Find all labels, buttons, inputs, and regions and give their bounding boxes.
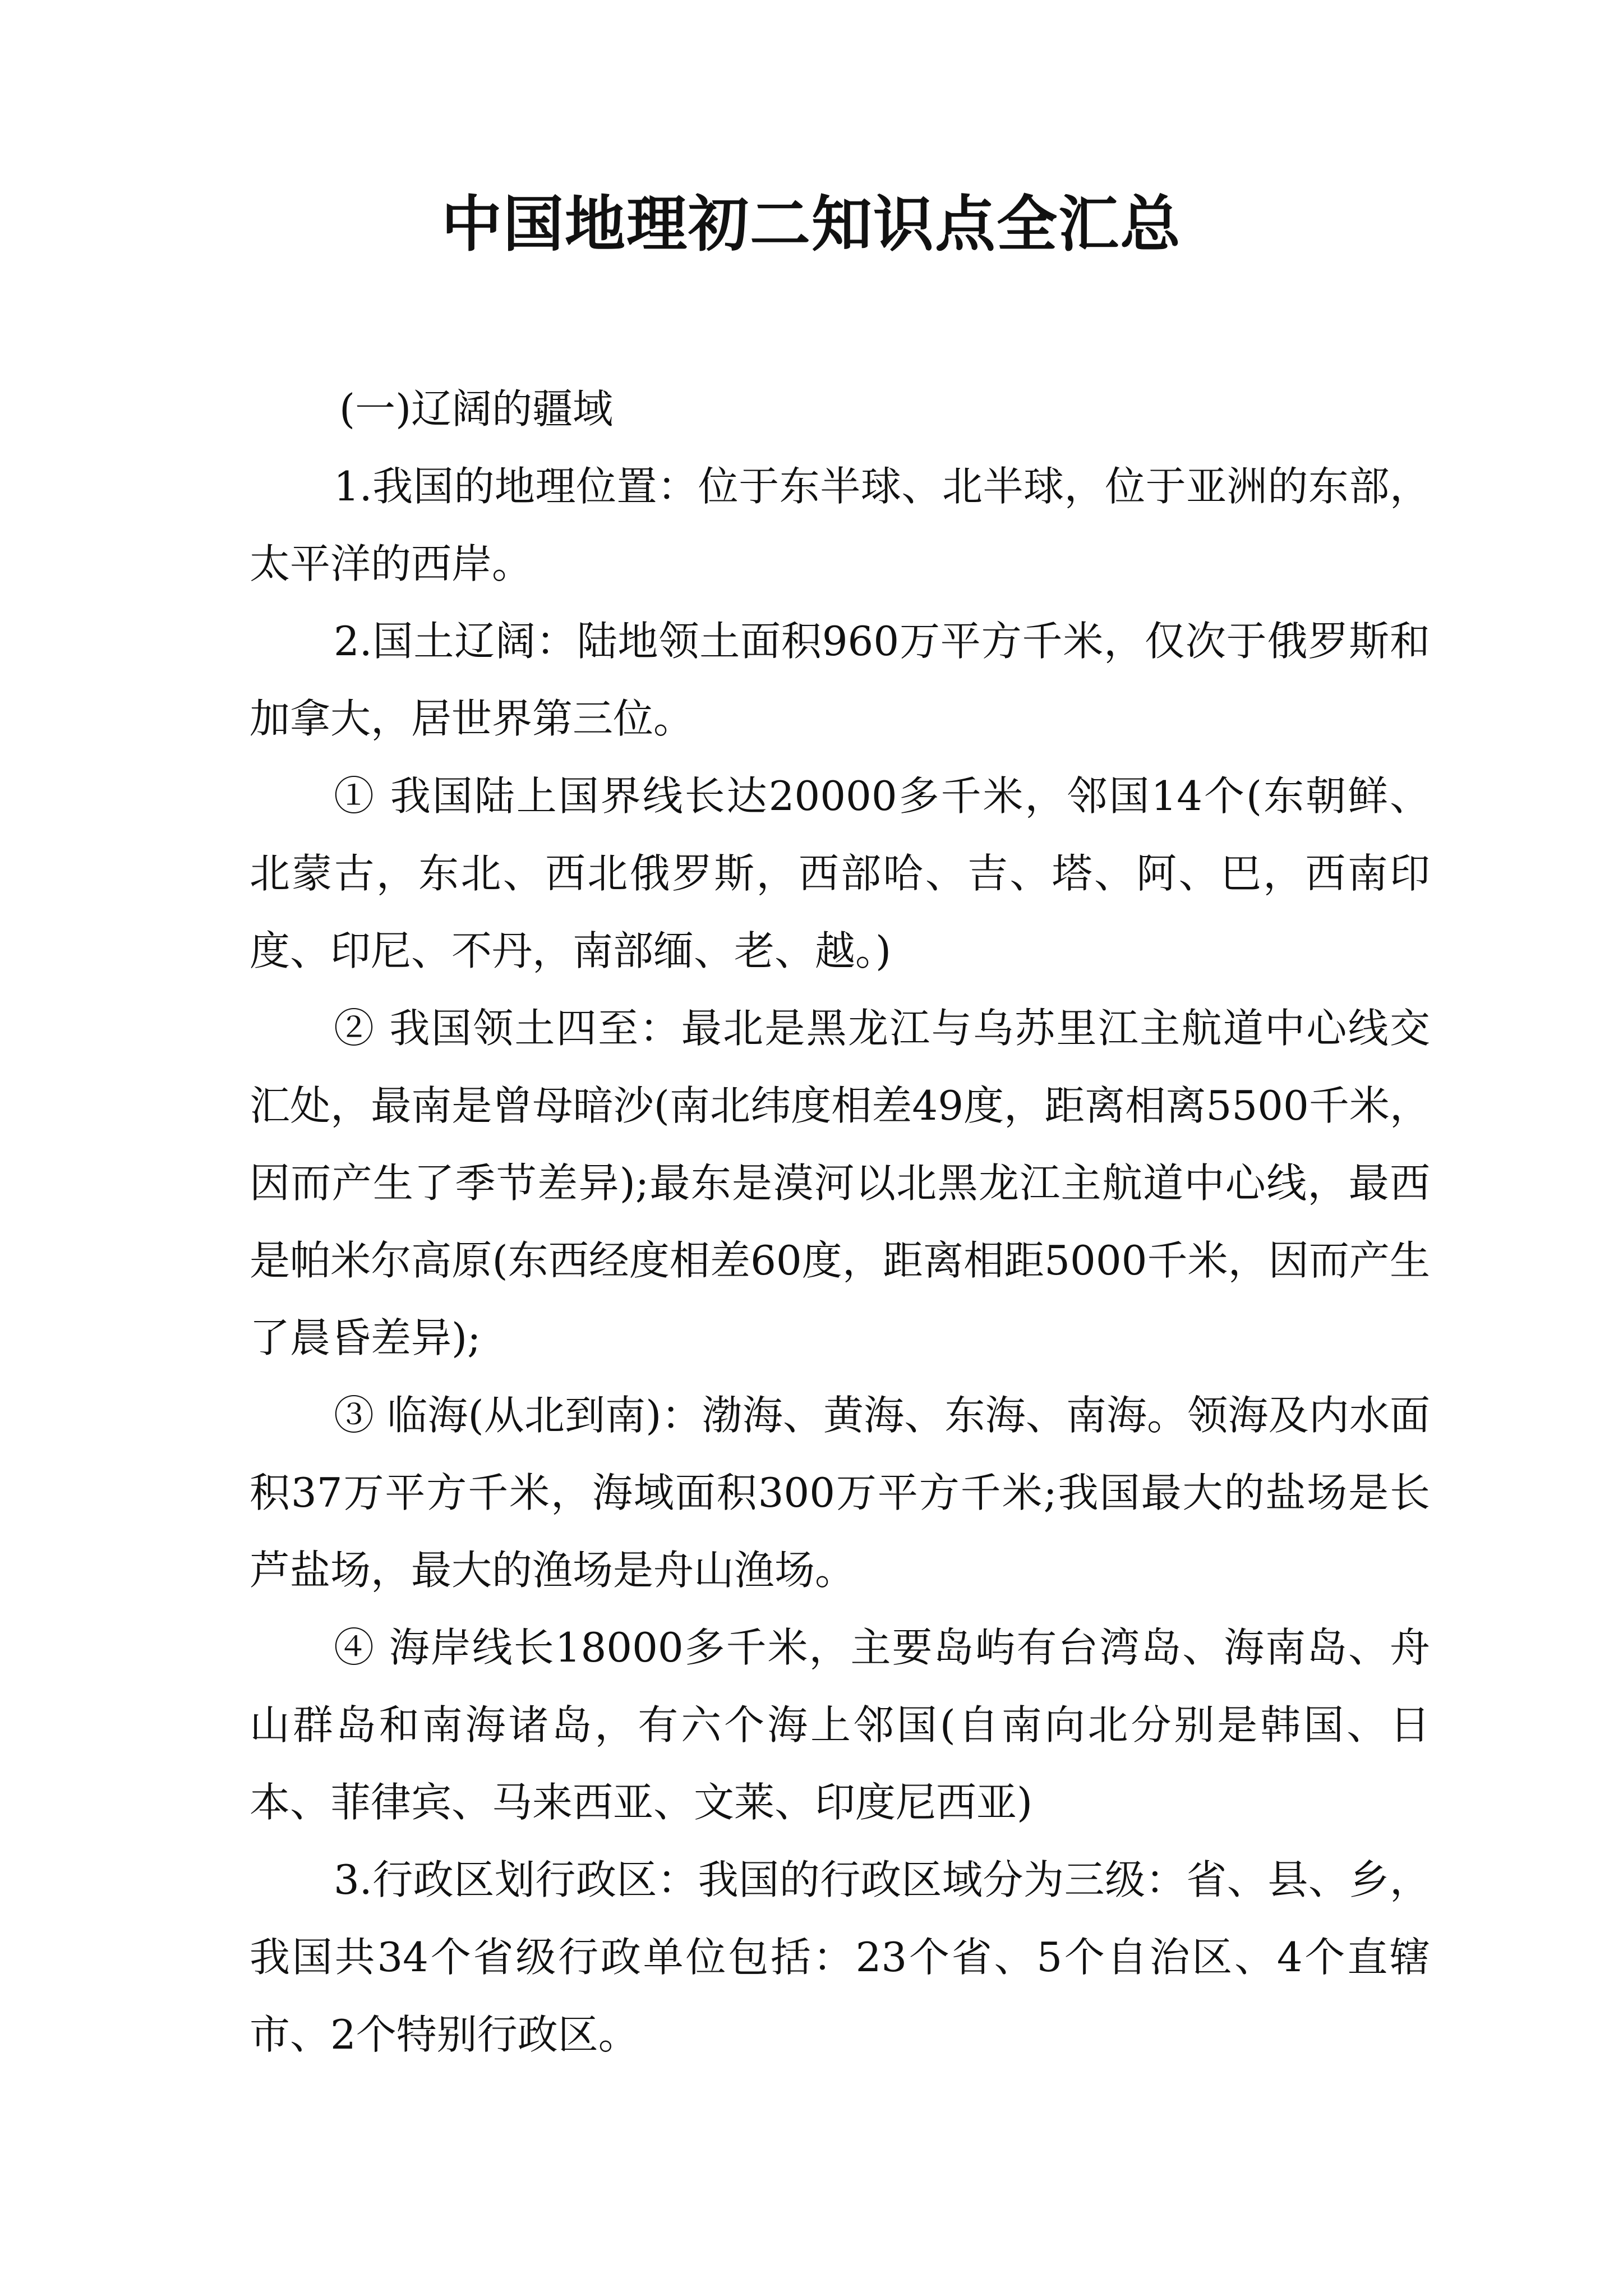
- paragraph-seas: ③ 临海(从北到南)：渤海、黄海、东海、南海。领海及内水面积37万平方千米，海域面积300万平方千米;我国最大的盐场是长芦盐场，最大的渔场是舟山渔场。: [250, 1392, 1430, 1594]
- paragraph-administrative-divisions: 3.行政区划行政区：我国的行政区域分为三级：省、县、乡，我国共34个省级行政单位包括：23个省、5个自治区、4个直辖市、2个特别行政区。: [250, 1856, 1430, 2058]
- paragraph-coastline: ④ 海岸线长18000多千米，主要岛屿有台湾岛、海南岛、舟山群岛和南海诸岛，有六个海上邻国(自南向北分别是韩国、日本、菲律宾、马来西亚、文莱、印度尼西亚): [250, 1624, 1430, 1826]
- document-body: [250, 370, 1430, 2073]
- paragraph-geographic-location: 1.我国的地理位置：位于东半球、北半球，位于亚洲的东部，太平洋的西岸。: [250, 463, 1430, 587]
- document-title: 中国地理初二知识点全汇总: [441, 189, 1182, 260]
- paragraph-territory-extremes: ② 我国领土四至：最北是黑龙江与乌苏里江主航道中心线交汇处，最南是曾母暗沙(南北纬度相差49度，距离相离5500千米，因而产生了季节差异);最东是漠河以北黑龙江主航道中心线，最西是帕米尔高原(东西经度相差60度，距离相距5000千米，因而产生了晨昏差异);: [250, 1005, 1430, 1361]
- section-heading: (一)辽阔的疆域: [339, 385, 614, 432]
- paragraph-land-border: ① 我国陆上国界线长达20000多千米，邻国14个(东朝鲜、北蒙古，东北、西北俄罗斯，西部哈、吉、塔、阿、巴，西南印度、印尼、不丹，南部缅、老、越。): [250, 772, 1430, 974]
- paragraph-territory: 2.国土辽阔：陆地领土面积960万平方千米，仅次于俄罗斯和加拿大，居世界第三位。: [250, 618, 1430, 742]
